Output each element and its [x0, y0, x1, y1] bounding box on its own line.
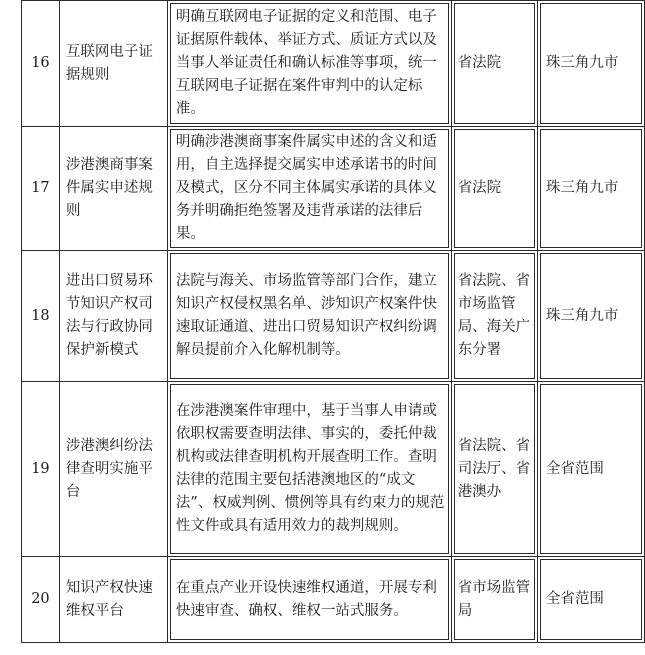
item-name: 互联网电子证据规则 [59, 1, 167, 127]
item-content-text: 明确互联网电子证据的定义和范围、电子证据原件载体、举证方式、质证方式以及当事人举证责任和确认标准等事项，统一互联网电子证据在案件审判中的认定标准。 [175, 9, 437, 117]
responsible-department: 省法院 [451, 127, 537, 251]
table-row [22, 127, 645, 251]
item-content [167, 1, 451, 127]
item-name: 进出口贸易环节知识产权司法与行政协同保护新模式 [59, 251, 167, 382]
responsible-department: 省法院、省司法厅、省港澳办 [451, 382, 537, 557]
responsible-department: 省市场监管局 [451, 557, 537, 643]
item-name: 知识产权快速维权平台 [59, 557, 167, 643]
implementation-scope: 全省范围 [537, 557, 644, 643]
responsible-department: 省法院、省市场监管局、海关广东分署 [451, 251, 537, 382]
item-content-text: 明确涉港澳商事案件属实申述的含义和适用，自主选择提交属实申述承诺书的时间及模式，区分不同主体属实承诺的具体义务并明确拒绝签署及违背承诺的法律后果。 [175, 134, 437, 242]
table-row [22, 382, 645, 557]
measures-table [21, 0, 645, 643]
row-number: 16 [22, 1, 60, 127]
item-name: 涉港澳商事案件属实申述规则 [59, 127, 167, 251]
item-name: 涉港澳纠纷法律查明实施平台 [59, 382, 167, 557]
item-content [167, 557, 451, 643]
responsible-department: 省法院 [451, 1, 537, 127]
item-content-text: 法院与海关、市场监管等部门合作，建立知识产权侵权黑名单、涉知识产权案件快速取证通道、进出口贸易知识产权纠纷调解员提前介入化解机制等。 [175, 273, 437, 358]
implementation-scope: 珠三角九市 [537, 1, 644, 127]
row-number: 17 [22, 127, 60, 251]
item-content-text: 在重点产业开设快速维权通道，开展专利快速审查、确权、维权一站式服务。 [175, 579, 437, 619]
row-number: 18 [22, 251, 60, 382]
implementation-scope: 珠三角九市 [537, 251, 644, 382]
table-row [22, 251, 645, 382]
item-content-text: 在涉港澳案件审理中，基于当事人申请或依职权需要查明法律、事实的，委托仲裁机构或法律查明机构开展查明工作。查明法律的范围主要包括港澳地区的“成文法”、权威判例、惯例等具有约束力的规范性文件或具有适用效力的裁判规则。 [175, 403, 445, 534]
row-number: 20 [22, 557, 60, 643]
item-content [167, 127, 451, 251]
table-row [22, 1, 645, 127]
item-content [167, 382, 451, 557]
implementation-scope: 珠三角九市 [537, 127, 644, 251]
item-content [167, 251, 451, 382]
table-row [22, 557, 645, 643]
implementation-scope: 全省范围 [537, 382, 644, 557]
row-number: 19 [22, 382, 60, 557]
